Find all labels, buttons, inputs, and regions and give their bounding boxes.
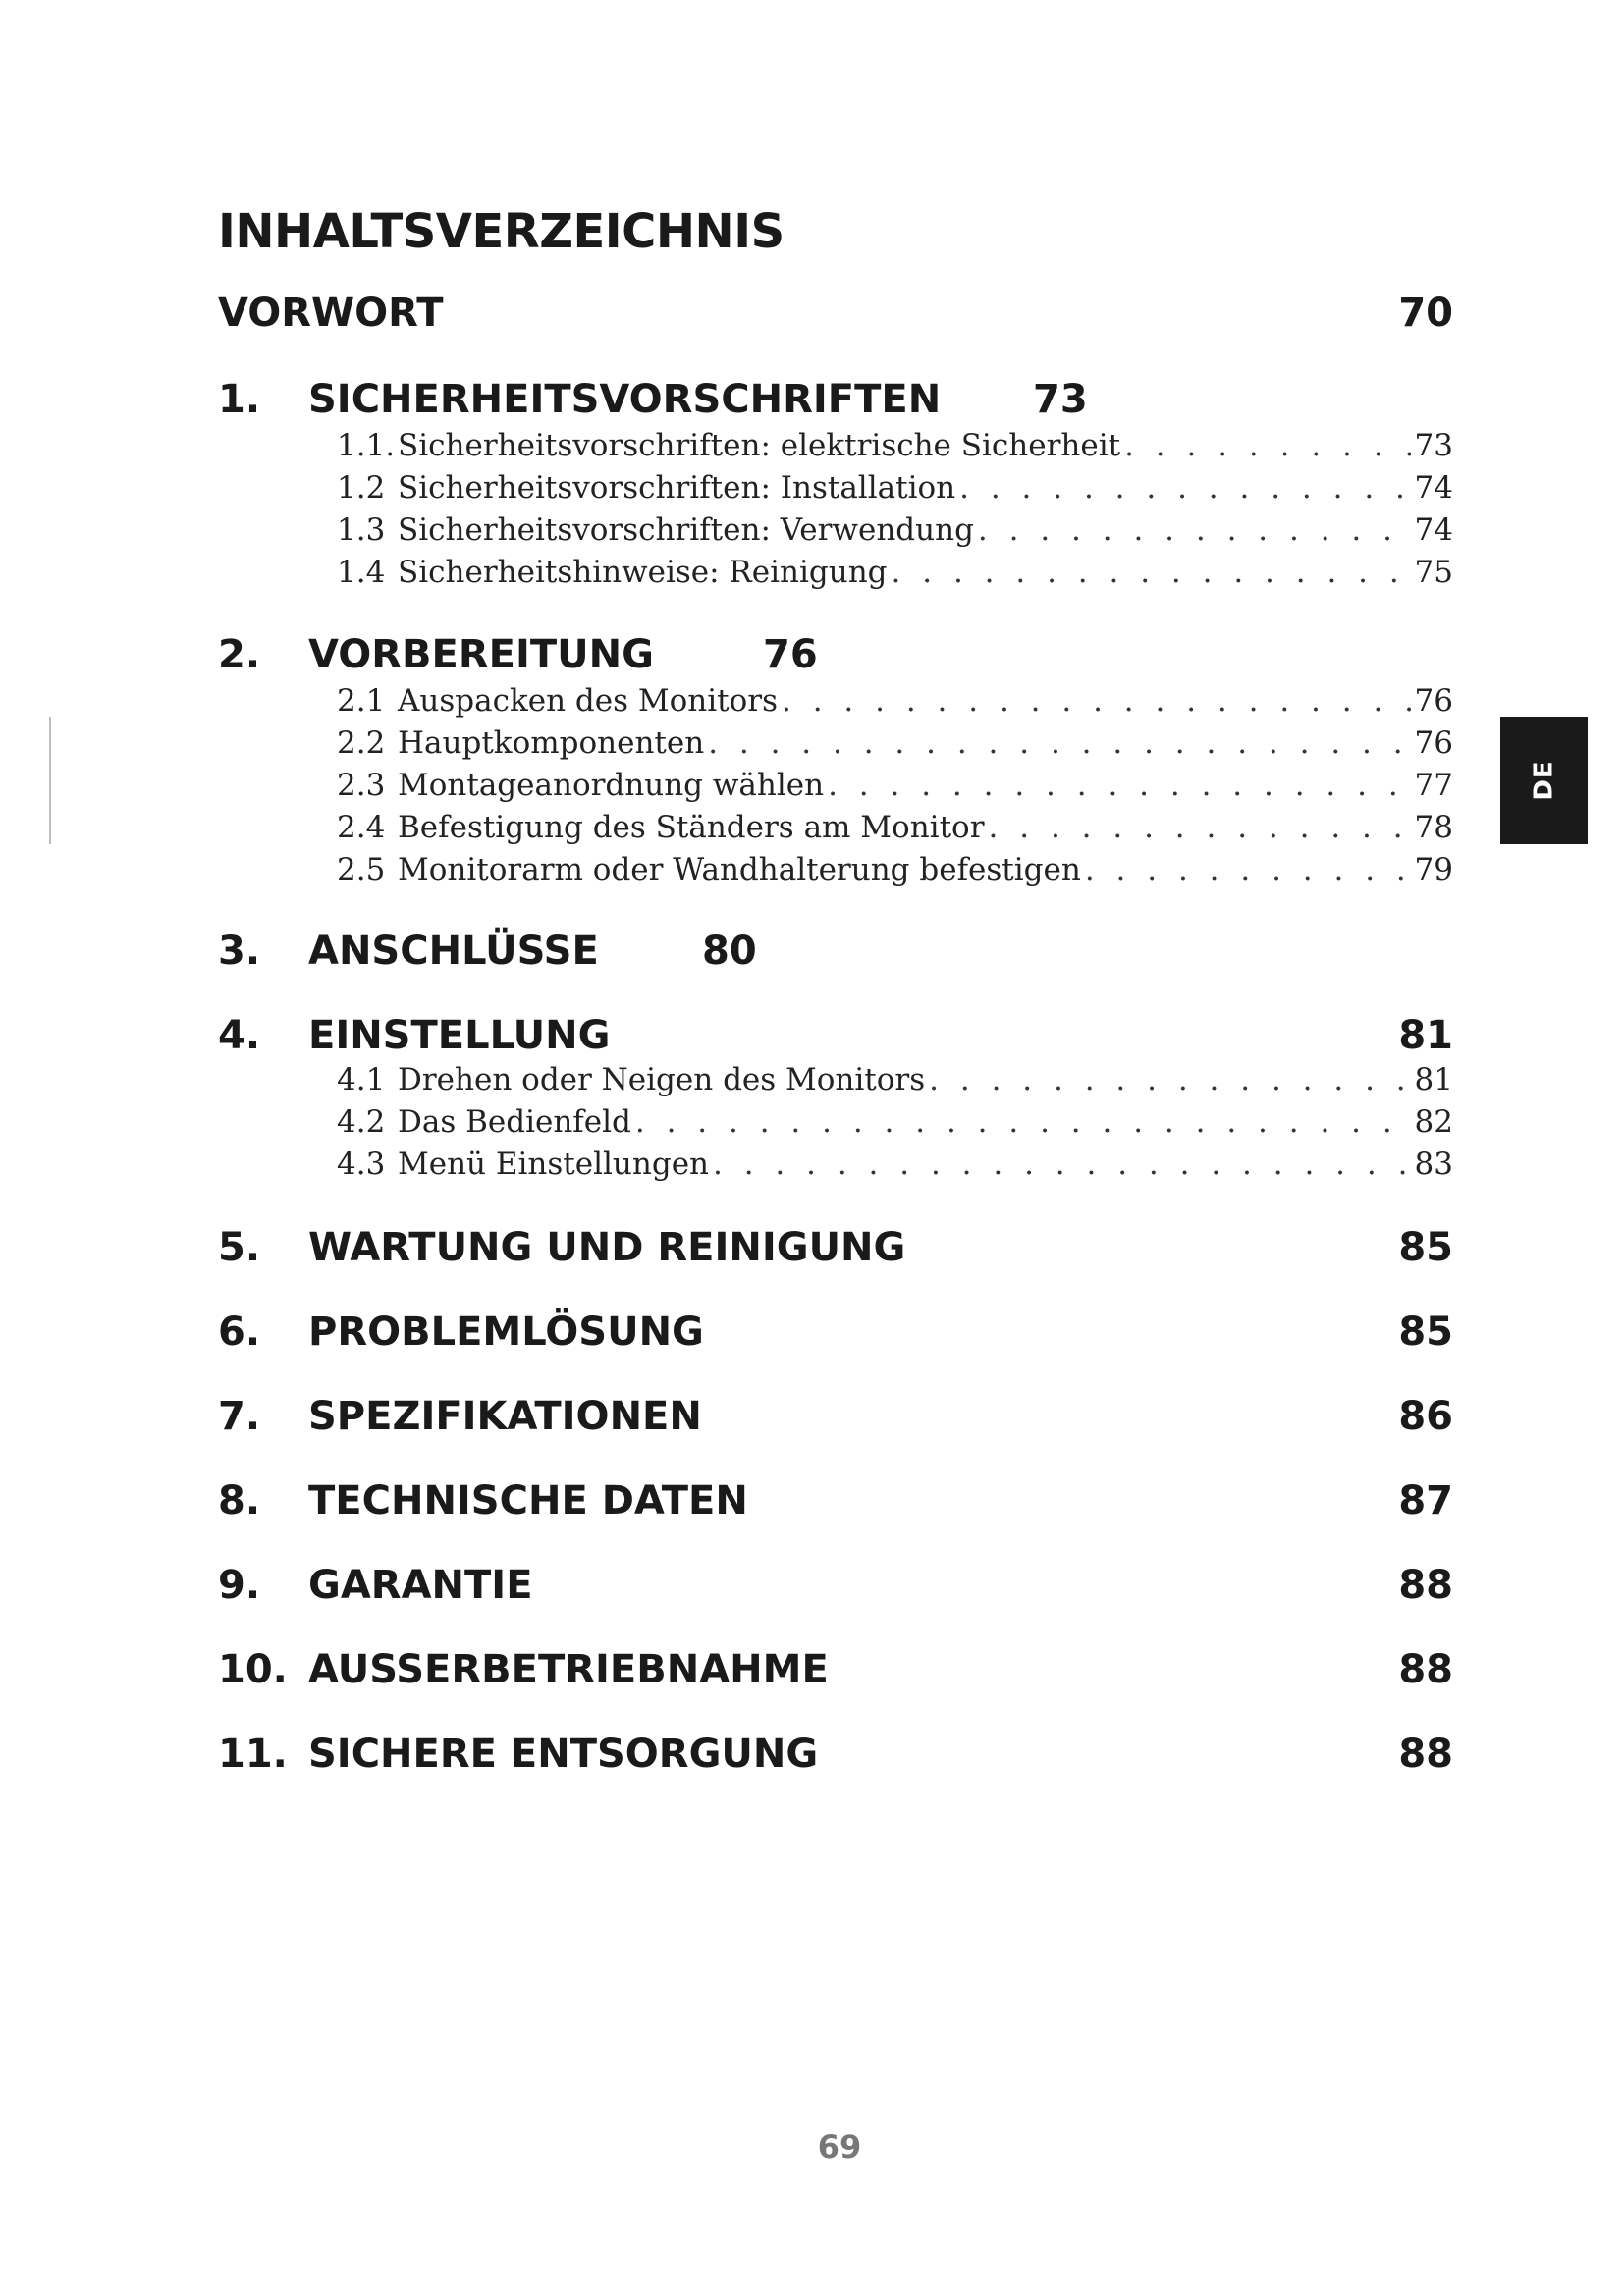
section-page: 86 <box>1398 1394 1453 1439</box>
section-page: 80 <box>702 929 757 974</box>
toc-subsection[interactable] <box>337 768 1453 809</box>
toc-subsection[interactable] <box>337 512 1453 554</box>
toc-entry-preface[interactable] <box>218 291 1453 346</box>
section-number: 9. <box>218 1563 261 1608</box>
subsection-page: 76 <box>1414 683 1453 719</box>
section-title: PROBLEMLÖSUNG <box>308 1309 704 1355</box>
subsection-page: 78 <box>1414 810 1453 845</box>
dot-leader <box>828 768 1410 803</box>
dot-leader <box>978 512 1411 548</box>
subsection-page: 74 <box>1414 470 1453 506</box>
section-page: 73 <box>1033 377 1088 422</box>
subsection-page: 83 <box>1414 1147 1453 1182</box>
subsection-number: 2.1 <box>337 683 386 719</box>
section-page: 85 <box>1398 1225 1453 1270</box>
page-title: INHALTSVERZEICHNIS <box>218 204 785 259</box>
toc-section-5[interactable] <box>218 1225 1453 1280</box>
section-title: SICHERHEITSVORSCHRIFTEN <box>308 377 942 422</box>
section-title: SPEZIFIKATIONEN <box>308 1394 702 1439</box>
subsection-title: Drehen oder Neigen des Monitors <box>398 1062 926 1097</box>
subsection-number: 1.4 <box>337 555 386 590</box>
subsection-number: 4.1 <box>337 1062 386 1097</box>
subsection-title: Menü Einstellungen <box>398 1147 710 1182</box>
toc-section-4[interactable] <box>218 1013 1453 1068</box>
section-number: 5. <box>218 1225 261 1270</box>
dot-leader <box>1124 428 1410 463</box>
margin-line <box>49 717 51 844</box>
subsection-number: 2.3 <box>337 768 386 803</box>
toc-section-1[interactable] <box>218 377 1453 432</box>
section-page: 81 <box>1398 1013 1453 1058</box>
subsection-title: Sicherheitsvorschriften: elektrische Sicherheit <box>398 428 1121 463</box>
subsection-title: Hauptkomponenten <box>398 725 705 761</box>
section-number: 1. <box>218 377 261 422</box>
section-title: TECHNISCHE DATEN <box>308 1478 748 1523</box>
toc-section-11[interactable] <box>218 1732 1453 1787</box>
toc-subsection[interactable] <box>337 1062 1453 1103</box>
section-page: 88 <box>1398 1563 1453 1608</box>
section-title: GARANTIE <box>308 1563 533 1608</box>
language-tab[interactable] <box>1500 717 1588 844</box>
section-page: 88 <box>1398 1647 1453 1692</box>
subsection-page: 77 <box>1414 768 1453 803</box>
toc-section-6[interactable] <box>218 1309 1453 1364</box>
toc-section-2[interactable] <box>218 632 1453 687</box>
section-number: 8. <box>218 1478 261 1523</box>
dot-leader <box>959 470 1410 506</box>
dot-leader <box>1085 852 1411 887</box>
subsection-number: 2.4 <box>337 810 386 845</box>
toc-subsection[interactable] <box>337 470 1453 511</box>
section-title: VORBEREITUNG <box>308 632 654 677</box>
section-title: EINSTELLUNG <box>308 1013 611 1058</box>
section-number: 4. <box>218 1013 261 1058</box>
section-number: 11. <box>218 1732 288 1777</box>
subsection-page: 75 <box>1414 555 1453 590</box>
language-tab-label: DE <box>1529 760 1559 801</box>
section-page: 88 <box>1398 1732 1453 1777</box>
toc-subsection[interactable] <box>337 810 1453 851</box>
subsection-title: Montageanordnung wählen <box>398 768 825 803</box>
dot-leader <box>782 683 1411 719</box>
subsection-title: Befestigung des Ständers am Monitor <box>398 810 985 845</box>
section-title: ANSCHLÜSSE <box>308 929 599 974</box>
dot-leader <box>989 810 1411 845</box>
preface-page: 70 <box>1398 291 1453 336</box>
subsection-title: Monitorarm oder Wandhalterung befestigen <box>398 852 1081 887</box>
subsection-page: 79 <box>1414 852 1453 887</box>
subsection-page: 81 <box>1414 1062 1453 1097</box>
subsection-number: 4.3 <box>337 1147 386 1182</box>
toc-section-8[interactable] <box>218 1478 1453 1533</box>
subsection-number: 1.3 <box>337 512 386 548</box>
subsection-number: 4.2 <box>337 1104 386 1140</box>
subsection-number: 2.5 <box>337 852 386 887</box>
toc-subsection[interactable] <box>337 852 1453 893</box>
toc-subsection[interactable] <box>337 683 1453 724</box>
section-number: 10. <box>218 1647 288 1692</box>
section-page: 76 <box>763 632 818 677</box>
dot-leader <box>635 1104 1411 1140</box>
section-title: SICHERE ENTSORGUNG <box>308 1732 819 1777</box>
toc-subsection[interactable] <box>337 725 1453 767</box>
subsection-page: 76 <box>1414 725 1453 761</box>
subsection-title: Sicherheitsvorschriften: Installation <box>398 470 956 506</box>
toc-subsection[interactable] <box>337 555 1453 596</box>
toc-subsection[interactable] <box>337 1104 1453 1146</box>
subsection-title: Das Bedienfeld <box>398 1104 631 1140</box>
toc-section-9[interactable] <box>218 1563 1453 1618</box>
section-page: 87 <box>1398 1478 1453 1523</box>
subsection-title: Auspacken des Monitors <box>398 683 778 719</box>
toc-section-7[interactable] <box>218 1394 1453 1449</box>
subsection-title: Sicherheitshinweise: Reinigung <box>398 555 888 590</box>
dot-leader <box>892 555 1411 590</box>
dot-leader <box>713 1147 1411 1182</box>
toc-subsection[interactable] <box>337 1147 1453 1188</box>
section-title: AUSSERBETRIEBNAHME <box>308 1647 829 1692</box>
section-page: 85 <box>1398 1309 1453 1355</box>
subsection-number: 1.1. <box>337 428 396 463</box>
dot-leader <box>708 725 1410 761</box>
toc-subsection[interactable] <box>337 428 1453 469</box>
subsection-title: Sicherheitsvorschriften: Verwendung <box>398 512 974 548</box>
section-number: 3. <box>218 929 261 974</box>
section-number: 6. <box>218 1309 261 1355</box>
subsection-page: 82 <box>1414 1104 1453 1140</box>
preface-title: VORWORT <box>218 291 444 336</box>
subsection-number: 1.2 <box>337 470 386 506</box>
dot-leader <box>929 1062 1410 1097</box>
section-title: WARTUNG UND REINIGUNG <box>308 1225 906 1270</box>
section-number: 7. <box>218 1394 261 1439</box>
subsection-page: 73 <box>1414 428 1453 463</box>
toc-section-3[interactable] <box>218 929 1453 984</box>
toc-section-10[interactable] <box>218 1647 1453 1702</box>
section-number: 2. <box>218 632 261 677</box>
page-number: 69 <box>817 2128 862 2165</box>
subsection-page: 74 <box>1414 512 1453 548</box>
subsection-number: 2.2 <box>337 725 386 761</box>
